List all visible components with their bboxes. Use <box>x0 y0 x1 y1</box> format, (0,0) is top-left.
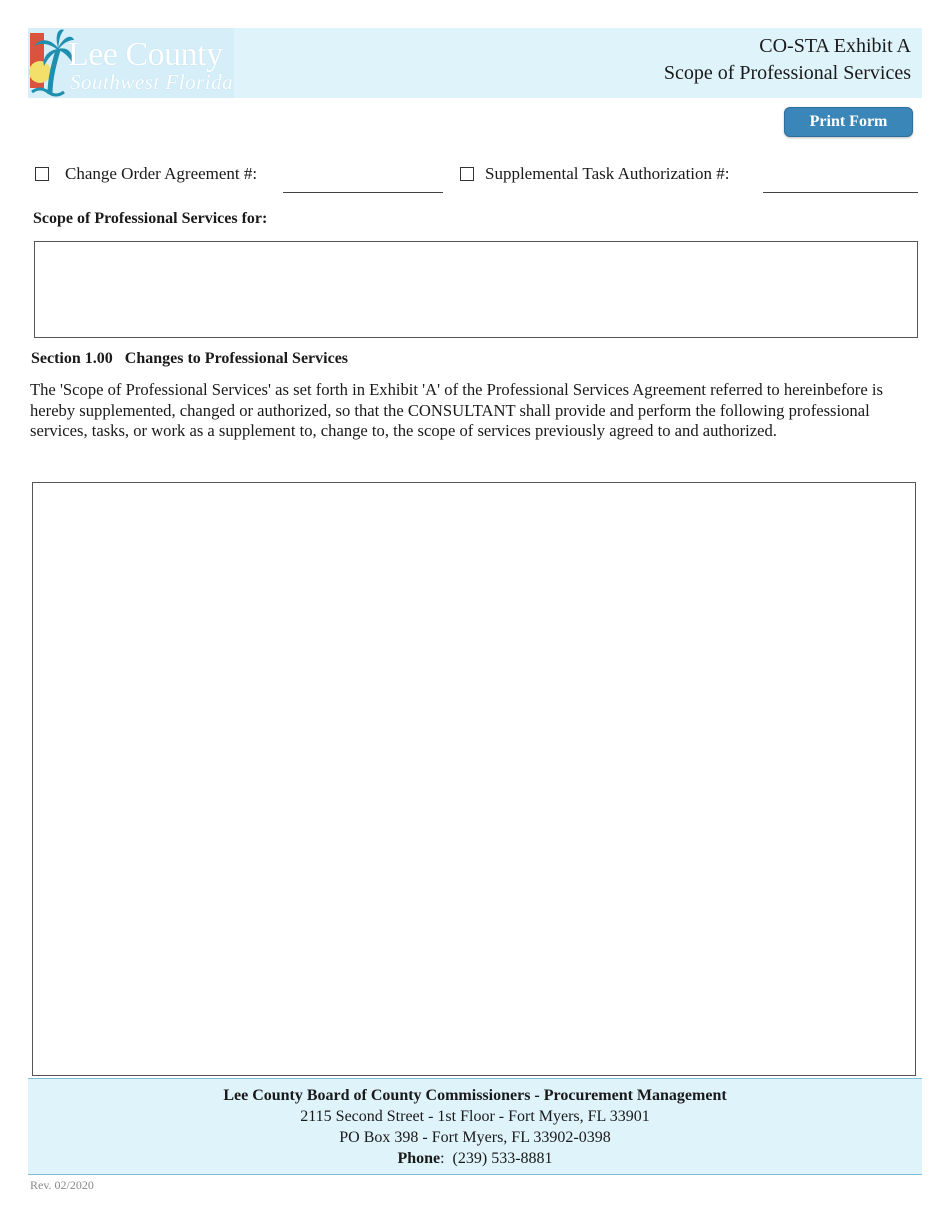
supplemental-task-checkbox[interactable] <box>460 167 474 181</box>
change-order-label: Change Order Agreement #: <box>65 164 258 183</box>
logo-title: Lee County <box>68 36 223 73</box>
supplemental-task-label: Supplemental Task Authorization #: <box>485 164 730 183</box>
change-order-number-field[interactable] <box>283 168 443 193</box>
section-heading <box>31 350 348 368</box>
logo-subtitle: Southwest Florida <box>70 70 234 94</box>
revision-label: Rev. 02/2020 <box>30 1178 94 1192</box>
footer-phone-label: Phone <box>397 1150 441 1167</box>
services-description-field[interactable] <box>32 482 916 1076</box>
footer-phone-value: : (239) 533-8881 <box>440 1150 553 1167</box>
section-number: Section 1.00 <box>31 350 113 367</box>
footer-organization: Lee County Board of County Commissioners - Procurement Management <box>223 1087 727 1104</box>
change-order-checkbox[interactable] <box>35 167 49 181</box>
section-title: Changes to Professional Services <box>124 350 349 367</box>
print-form-button[interactable]: Print Form <box>784 107 913 137</box>
scope-for-field[interactable] <box>34 241 918 338</box>
document-title-line2: Scope of Professional Services <box>663 62 911 84</box>
section-paragraph: The 'Scope of Professional Services' as set forth in Exhibit 'A' of the Professional Services Agreement referred to hereinbefore is hereby supplemented, changed or authorized, so that the CONSULTANT shall provide and perform the following professional services, tasks, or work as a supplement to, change to, the scope of services previously agreed to and authorized. <box>30 380 883 440</box>
footer-phone <box>28 1148 922 1169</box>
footer <box>28 1078 922 1175</box>
scope-for-label: Scope of Professional Services for: <box>33 210 268 227</box>
footer-address-pobox: PO Box 398 - Fort Myers, FL 33902-0398 <box>339 1129 611 1146</box>
supplemental-task-number-field[interactable] <box>763 168 918 193</box>
document-title-line1: CO-STA Exhibit A <box>759 35 911 57</box>
footer-address-street: 2115 Second Street - 1st Floor - Fort Myers, FL 33901 <box>300 1108 650 1125</box>
lee-county-logo <box>28 28 234 98</box>
document-title <box>664 33 911 87</box>
